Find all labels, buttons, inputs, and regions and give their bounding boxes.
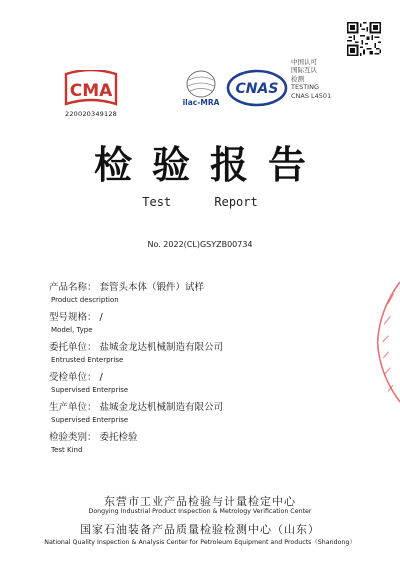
ilac-mra-logo: [179, 68, 223, 108]
field-manufacturer: [49, 399, 223, 413]
field-value: /: [99, 372, 103, 383]
field-label: 型号规格：: [49, 312, 97, 323]
qr-code: [347, 22, 381, 56]
organization-name-en: Dongying Industrial Product Inspection & Metrology Verification Center: [88, 508, 312, 515]
ilac-mra-logo-text: ilac-MRA: [182, 98, 220, 107]
field-value: /: [99, 312, 103, 323]
field-label: 检验类别：: [49, 432, 97, 443]
cnas-text-line: TESTING: [291, 83, 319, 92]
field-label-en: Model, Type: [51, 326, 93, 334]
organization-name-cn: 国家石油装备产品质量检验检测中心（山东）: [80, 523, 320, 536]
cnas-accreditation-text: [291, 58, 351, 100]
organization-name-cn: 东营市工业产品检验与计量检定中心: [104, 495, 296, 508]
field-label-en: Entrusted Enterprise: [51, 356, 124, 364]
cnas-text-line: 检测: [291, 74, 304, 83]
report-subtitle: Test Report: [142, 195, 258, 209]
cnas-logo: [226, 68, 288, 108]
red-seal-stamp: [368, 262, 400, 422]
field-model-type: [49, 309, 103, 323]
cnas-text-line: 中国认可: [291, 58, 317, 66]
cnas-text-line: CNAS L4501: [291, 91, 332, 100]
cnas-text-line: 国际互认: [291, 66, 317, 75]
field-value: 盐城金龙达机械制造有限公司: [99, 342, 224, 353]
field-label: 委托单位：: [49, 342, 97, 353]
field-label: 生产单位：: [49, 402, 97, 413]
cma-logo-text: CMA: [69, 81, 113, 101]
field-supervised-enterprise: [49, 369, 103, 383]
report-title: 检验报告: [93, 142, 326, 187]
field-label-en: Supervised Enterprise: [51, 416, 129, 424]
field-value: 盐城金龙达机械制造有限公司: [99, 402, 224, 413]
field-label: 产品名称：: [49, 282, 97, 293]
field-label-en: Test Kind: [51, 446, 83, 454]
report-number: No. 2022(CL)GSYZB00734: [147, 240, 253, 249]
field-label-en: Product description: [51, 296, 119, 304]
field-label-en: Supervised Enterprise: [51, 386, 129, 394]
cnas-logo-text: CNAS: [235, 81, 279, 97]
field-product-name: [49, 279, 204, 293]
field-test-kind: [49, 429, 138, 443]
field-entrusted-enterprise: [49, 339, 223, 353]
organization-name-en: National Quality Inspection & Analysis Center for Petroleum Equipment and Products（Shandong）: [44, 539, 356, 546]
cma-logo: [60, 70, 122, 108]
field-value: 委托检验: [99, 432, 138, 443]
field-value: 套管头本体（锻件）试样: [99, 282, 205, 293]
field-label: 受检单位：: [49, 372, 97, 383]
cma-certificate-number: 220020349128: [64, 110, 118, 118]
